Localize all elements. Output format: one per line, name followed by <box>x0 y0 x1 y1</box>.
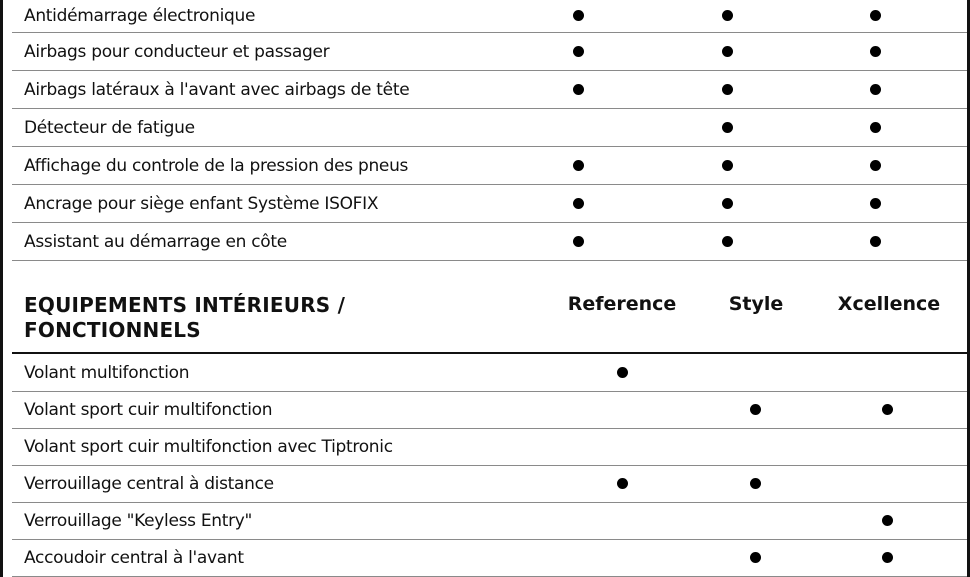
table-row <box>12 185 967 223</box>
column-header-reference: Reference <box>567 293 677 315</box>
table-row <box>12 223 967 261</box>
table-row <box>12 392 967 429</box>
feature-label: Volant multifonction <box>24 363 190 383</box>
availability-bullet-icon <box>750 404 761 415</box>
availability-bullet-icon <box>722 236 733 247</box>
feature-label: Ancrage pour siège enfant Système ISOFIX <box>24 193 379 214</box>
availability-bullet-icon <box>870 10 881 21</box>
availability-bullet-icon <box>870 84 881 95</box>
feature-label: Airbags latéraux à l'avant avec airbags de tête <box>24 79 410 100</box>
feature-label: Antidémarrage électronique <box>24 6 256 26</box>
availability-bullet-icon <box>722 84 733 95</box>
availability-bullet-icon <box>573 198 584 209</box>
availability-bullet-icon <box>617 367 628 378</box>
availability-bullet-icon <box>573 84 584 95</box>
table-row <box>12 466 967 503</box>
availability-bullet-icon <box>870 122 881 133</box>
availability-bullet-icon <box>617 478 628 489</box>
feature-label: Détecteur de fatigue <box>24 117 195 138</box>
table-row <box>12 540 967 577</box>
feature-label: Airbags pour conducteur et passager <box>24 41 330 62</box>
section-title-line2: FONCTIONNELS <box>24 318 201 342</box>
availability-bullet-icon <box>573 160 584 171</box>
availability-bullet-icon <box>750 478 761 489</box>
availability-bullet-icon <box>722 10 733 21</box>
availability-bullet-icon <box>722 160 733 171</box>
availability-bullet-icon <box>573 10 584 21</box>
availability-bullet-icon <box>750 552 761 563</box>
availability-bullet-icon <box>722 122 733 133</box>
feature-label: Affichage du controle de la pression des pneus <box>24 155 409 176</box>
feature-label: Volant sport cuir multifonction avec Tiptronic <box>24 437 393 457</box>
column-header-style: Style <box>728 293 784 315</box>
section-title-line1: EQUIPEMENTS INTÉRIEURS / <box>24 293 346 317</box>
feature-label: Verrouillage "Keyless Entry" <box>24 511 253 531</box>
section-title <box>24 293 345 343</box>
availability-bullet-icon <box>882 515 893 526</box>
feature-label: Verrouillage central à distance <box>24 474 274 494</box>
availability-bullet-icon <box>573 236 584 247</box>
table-row <box>12 33 967 71</box>
feature-label: Volant sport cuir multifonction <box>24 400 273 420</box>
table-row <box>12 0 967 33</box>
feature-label: Assistant au démarrage en côte <box>24 231 287 252</box>
availability-bullet-icon <box>870 236 881 247</box>
table-row <box>12 147 967 185</box>
availability-bullet-icon <box>573 46 584 57</box>
table-row <box>12 109 967 147</box>
availability-bullet-icon <box>870 46 881 57</box>
table-row <box>12 71 967 109</box>
availability-bullet-icon <box>882 552 893 563</box>
table-row <box>12 355 967 392</box>
availability-bullet-icon <box>722 46 733 57</box>
availability-bullet-icon <box>870 198 881 209</box>
availability-bullet-icon <box>870 160 881 171</box>
table-row <box>12 429 967 466</box>
table-row <box>12 503 967 540</box>
availability-bullet-icon <box>722 198 733 209</box>
feature-label: Accoudoir central à l'avant <box>24 548 244 568</box>
availability-bullet-icon <box>882 404 893 415</box>
interior-section-header <box>12 283 967 354</box>
column-header-xcellence: Xcellence <box>837 293 941 315</box>
page-frame-left <box>0 0 3 577</box>
